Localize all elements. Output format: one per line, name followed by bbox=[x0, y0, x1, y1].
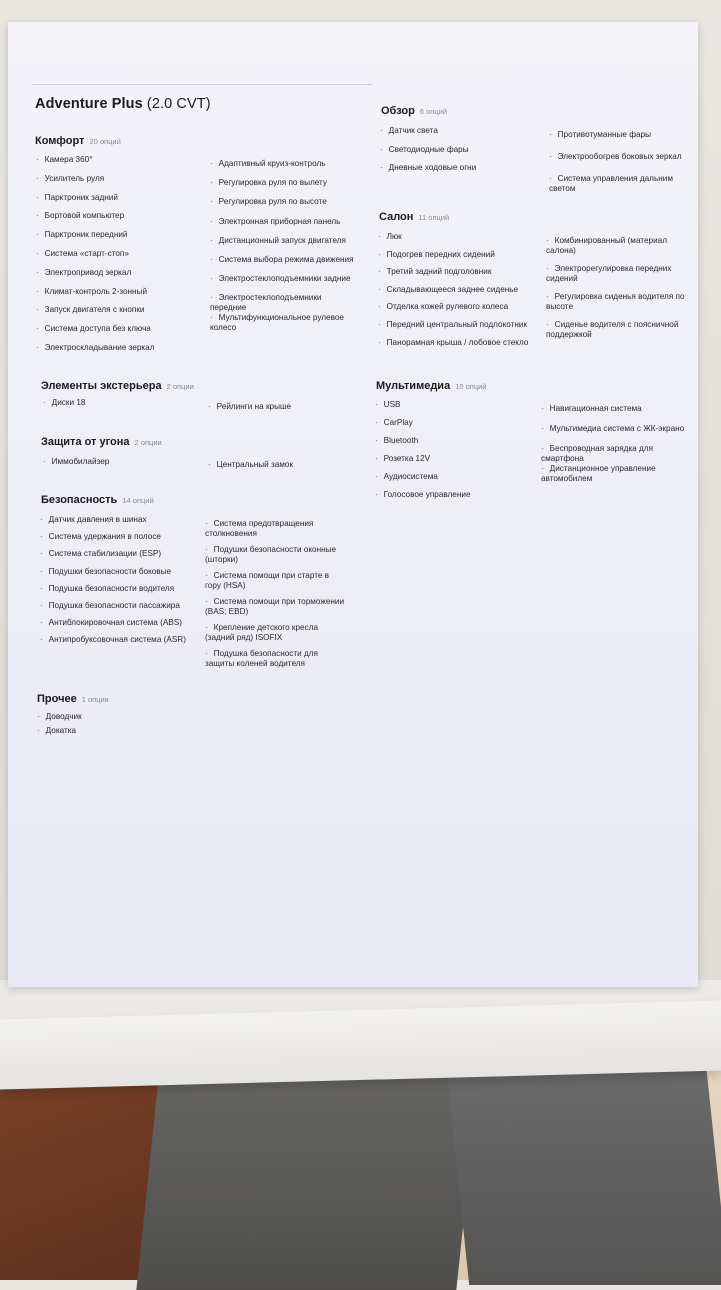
section-title: Защита от угона bbox=[41, 436, 130, 448]
section-other bbox=[37, 689, 109, 707]
bullet-icon: · bbox=[40, 515, 43, 524]
bullet-icon: · bbox=[43, 398, 46, 407]
bullet-icon: · bbox=[546, 264, 549, 273]
list-item-label: Аудиосистема bbox=[383, 472, 438, 481]
list-item-label: Система удержания в полосе bbox=[48, 532, 161, 542]
bullet-icon: · bbox=[375, 400, 378, 409]
bullet-icon: · bbox=[380, 144, 383, 154]
list-item bbox=[36, 287, 196, 297]
list-item-label: Система стабилизации (ESP) bbox=[48, 549, 162, 559]
list-item bbox=[210, 255, 360, 265]
bullet-icon: · bbox=[378, 232, 381, 241]
title-main: Adventure Plus bbox=[35, 96, 143, 112]
bullet-icon: · bbox=[546, 320, 549, 329]
bullet-icon: · bbox=[210, 235, 213, 245]
list-item bbox=[205, 519, 345, 539]
bullet-icon: · bbox=[40, 532, 43, 542]
list-item bbox=[36, 211, 196, 221]
list-item bbox=[375, 418, 535, 428]
list-item bbox=[210, 197, 360, 207]
section-title: Обзор bbox=[381, 105, 415, 117]
list-item bbox=[541, 464, 686, 484]
list-item bbox=[546, 292, 686, 312]
bullet-icon: · bbox=[380, 163, 383, 172]
list-item-label: Электрорегулировка передних сидений bbox=[546, 264, 672, 283]
list-item-label: Складывающееся заднее сиденье bbox=[386, 284, 519, 294]
list-item bbox=[541, 404, 686, 414]
list-item bbox=[36, 305, 196, 315]
bullet-icon: · bbox=[36, 230, 39, 240]
list-item-label: Мультифункциональное рулевое колесо bbox=[210, 312, 344, 332]
list-item-label: Электрообогрев боковых зеркал bbox=[557, 152, 682, 161]
bullet-icon: · bbox=[541, 424, 544, 433]
list-item-label: Система помощи при старте в гору (HSA) bbox=[205, 571, 330, 590]
header-rule bbox=[32, 84, 372, 85]
list-item bbox=[205, 623, 345, 643]
bullet-icon: · bbox=[37, 726, 40, 735]
bullet-icon: · bbox=[210, 216, 213, 226]
list-item-label: Мультимедиа система с ЖК-экрано bbox=[549, 424, 685, 433]
list-item bbox=[40, 532, 200, 542]
list-item-label: Подушки безопасности боковые bbox=[48, 566, 172, 576]
bullet-icon: · bbox=[36, 286, 39, 296]
bullet-icon: · bbox=[549, 174, 552, 183]
bullet-icon: · bbox=[378, 320, 381, 329]
bullet-icon: · bbox=[208, 460, 211, 469]
list-item bbox=[37, 726, 187, 736]
list-item bbox=[375, 472, 535, 482]
bullet-icon: · bbox=[210, 312, 213, 322]
section-overview bbox=[381, 101, 447, 119]
list-item bbox=[40, 567, 200, 577]
bullet-icon: · bbox=[541, 404, 544, 413]
list-item bbox=[36, 230, 196, 240]
list-item bbox=[546, 264, 686, 284]
list-item bbox=[205, 545, 345, 565]
list-item bbox=[378, 232, 543, 242]
list-item-label: Датчик света bbox=[388, 126, 438, 135]
bullet-icon: · bbox=[375, 436, 378, 445]
list-item bbox=[36, 324, 196, 334]
bullet-icon: · bbox=[40, 601, 43, 610]
section-title: Прочее bbox=[37, 693, 77, 705]
list-item bbox=[541, 424, 686, 434]
list-item-label: Электронная приборная панель bbox=[218, 216, 341, 226]
bullet-icon: · bbox=[378, 337, 381, 347]
list-item-label: Запуск двигателя с кнопки bbox=[44, 305, 145, 315]
bullet-icon: · bbox=[541, 464, 544, 473]
list-item-label: Антиблокировочная система (ABS) bbox=[48, 618, 182, 628]
bullet-icon: · bbox=[208, 402, 211, 411]
list-item-label: Усилитель руля bbox=[44, 173, 105, 183]
bullet-icon: · bbox=[40, 583, 43, 593]
list-item-label: Подушка безопасности пассажира bbox=[48, 601, 180, 610]
list-item-label: Датчик давления в шинах bbox=[48, 515, 147, 524]
bullet-icon: · bbox=[36, 192, 39, 202]
paper-sheet bbox=[8, 22, 698, 987]
section-count: 1 опция bbox=[81, 695, 109, 704]
list-item bbox=[36, 249, 196, 259]
bullet-icon: · bbox=[37, 712, 40, 721]
list-item bbox=[378, 320, 543, 330]
list-item-label: Дистанционное управление автомобилем bbox=[541, 464, 656, 483]
list-item-label: Крепление детского кресла (задний ряд) ISOFIX bbox=[205, 623, 319, 642]
list-item bbox=[210, 217, 360, 227]
section-count: 14 опций bbox=[122, 496, 154, 505]
list-item bbox=[541, 444, 686, 464]
list-item bbox=[36, 343, 196, 353]
list-item bbox=[36, 155, 196, 165]
bullet-icon: · bbox=[210, 293, 213, 303]
list-item-label: Парктроник передний bbox=[44, 230, 128, 240]
list-item-label: Рейлинги на крыше bbox=[216, 402, 292, 411]
list-item-label: Панорамная крыша / лобовое стекло bbox=[386, 337, 529, 347]
list-item bbox=[375, 454, 535, 464]
list-item bbox=[36, 193, 196, 203]
list-item-label: Регулировка руля по вылету bbox=[218, 178, 327, 188]
bullet-icon: · bbox=[36, 155, 39, 164]
list-item-label: Навигационная система bbox=[549, 404, 642, 413]
list-item bbox=[380, 145, 540, 155]
section-exterior bbox=[41, 376, 194, 394]
list-item bbox=[546, 236, 686, 256]
list-item-label: Система выбора режима движения bbox=[218, 255, 354, 264]
list-item-label: Доводчик bbox=[45, 712, 82, 721]
list-item-label: Бортовой компьютер bbox=[44, 211, 125, 221]
list-item bbox=[210, 274, 360, 284]
list-item bbox=[36, 174, 196, 184]
bullet-icon: · bbox=[36, 305, 39, 315]
list-item-label: Адаптивный круиз-контроль bbox=[218, 159, 326, 168]
list-item bbox=[40, 618, 200, 628]
bullet-icon: · bbox=[546, 292, 549, 301]
list-item-label: Третий задний подголовник bbox=[386, 267, 492, 277]
list-item-label: Беспроводная зарядка для смартфона bbox=[541, 444, 653, 463]
list-item-label: Розетка 12V bbox=[383, 454, 431, 463]
list-item-label: Парктроник задний bbox=[44, 192, 118, 202]
list-item-label: Электроскладывание зеркал bbox=[44, 343, 155, 352]
title-sub: (2.0 CVT) bbox=[146, 96, 211, 112]
bullet-icon: · bbox=[549, 152, 552, 161]
list-item bbox=[40, 515, 200, 525]
bullet-icon: · bbox=[36, 324, 39, 334]
list-item-label: Электропривод зеркал bbox=[44, 267, 132, 277]
bullet-icon: · bbox=[378, 249, 381, 259]
list-item bbox=[40, 549, 200, 559]
section-count: 11 опций bbox=[418, 213, 450, 222]
section-salon bbox=[379, 207, 449, 225]
section-komfort bbox=[35, 131, 121, 149]
list-item bbox=[549, 130, 684, 140]
list-item-label: Диски 18 bbox=[51, 398, 86, 407]
list-item-label: Докатка bbox=[45, 726, 77, 735]
bullet-icon: · bbox=[375, 490, 378, 499]
bullet-icon: · bbox=[380, 126, 383, 135]
list-item-label: Голосовое управление bbox=[383, 490, 471, 499]
bullet-icon: · bbox=[375, 454, 378, 463]
section-antitheft bbox=[41, 432, 162, 450]
bullet-icon: · bbox=[210, 274, 213, 284]
list-item-label: Дневные ходовые огни bbox=[388, 163, 477, 172]
list-item bbox=[208, 402, 358, 412]
bullet-icon: · bbox=[378, 267, 381, 277]
list-item-label: CarPlay bbox=[383, 418, 413, 427]
bullet-icon: · bbox=[40, 549, 43, 559]
list-item-label: Система доступа без ключа bbox=[44, 324, 151, 334]
bullet-icon: · bbox=[36, 211, 39, 221]
document-title bbox=[35, 96, 211, 112]
list-item-label: Bluetooth bbox=[383, 436, 419, 445]
section-title: Элементы экстерьера bbox=[41, 380, 162, 392]
list-item bbox=[205, 571, 345, 591]
section-count: 6 опций bbox=[419, 107, 448, 116]
bullet-icon: · bbox=[210, 197, 213, 207]
list-item-label: Подушка безопасности водителя bbox=[48, 583, 175, 593]
bullet-icon: · bbox=[375, 418, 378, 427]
list-item-label: Антипробуксовочная система (ASR) bbox=[48, 635, 186, 645]
list-item-label: Дистанционный запуск двигателя bbox=[218, 235, 346, 245]
list-item-label: Подогрев передних сидений bbox=[386, 249, 495, 259]
list-item-label: Центральный замок bbox=[216, 460, 294, 469]
section-safety bbox=[41, 490, 154, 508]
list-item bbox=[549, 152, 684, 162]
section-title: Комфорт bbox=[35, 135, 85, 147]
list-item-label: Камера 360° bbox=[44, 155, 93, 164]
list-item bbox=[205, 597, 345, 617]
list-item bbox=[43, 457, 193, 467]
bullet-icon: · bbox=[541, 444, 544, 453]
list-item bbox=[378, 250, 543, 260]
list-item bbox=[210, 178, 360, 188]
bullet-icon: · bbox=[378, 302, 381, 312]
list-item-label: Система «старт-стоп» bbox=[44, 249, 129, 258]
list-item bbox=[378, 302, 543, 312]
list-item-label: Комбинированный (материал салона) bbox=[546, 236, 667, 255]
section-count: 2 опции bbox=[134, 438, 162, 447]
list-item bbox=[43, 398, 193, 408]
bullet-icon: · bbox=[546, 236, 549, 245]
list-item-label: Отделка кожей рулевого колеса bbox=[386, 302, 509, 312]
bullet-icon: · bbox=[205, 623, 208, 632]
list-item-label: Система управления дальним светом bbox=[549, 174, 673, 193]
section-count: 10 опций bbox=[455, 382, 487, 391]
list-item-label: Светодиодные фары bbox=[388, 144, 469, 154]
list-item bbox=[210, 293, 360, 313]
list-item bbox=[208, 460, 358, 470]
bullet-icon: · bbox=[43, 457, 46, 466]
list-item-label: USB bbox=[383, 400, 401, 409]
list-item-label: Электростеклоподъемники задние bbox=[218, 274, 351, 284]
list-item bbox=[546, 320, 686, 340]
bullet-icon: · bbox=[375, 472, 378, 481]
bullet-icon: · bbox=[210, 178, 213, 188]
list-item-label: Система предотвращения столкновения bbox=[205, 519, 314, 538]
list-item bbox=[40, 601, 200, 611]
bullet-icon: · bbox=[549, 130, 552, 139]
list-item bbox=[375, 436, 535, 446]
list-item-label: Люк bbox=[386, 232, 402, 241]
list-item bbox=[378, 338, 543, 348]
list-item bbox=[375, 400, 535, 410]
section-multimedia bbox=[376, 376, 487, 394]
list-item-label: Система помощи при торможении (BAS; EBD) bbox=[205, 597, 345, 616]
list-item bbox=[36, 268, 196, 278]
list-item bbox=[205, 649, 345, 669]
list-item bbox=[549, 174, 684, 194]
list-item-label: Подушки безопасности оконные (шторки) bbox=[205, 545, 337, 564]
list-item bbox=[380, 163, 540, 173]
list-item bbox=[40, 584, 200, 594]
bullet-icon: · bbox=[36, 343, 39, 352]
bullet-icon: · bbox=[210, 159, 213, 168]
section-title: Салон bbox=[379, 211, 414, 223]
list-item bbox=[380, 126, 540, 136]
section-title: Мультимедиа bbox=[376, 380, 451, 392]
bullet-icon: · bbox=[40, 618, 43, 628]
bullet-icon: · bbox=[205, 545, 208, 554]
bullet-icon: · bbox=[378, 284, 381, 294]
list-item bbox=[375, 490, 535, 500]
list-item-label: Подушка безопасности для защиты коленей водителя bbox=[205, 649, 318, 668]
list-item-label: Иммобилайзер bbox=[51, 457, 110, 466]
bullet-icon: · bbox=[205, 597, 208, 606]
section-count: 20 опций bbox=[89, 137, 121, 146]
bullet-icon: · bbox=[40, 635, 43, 645]
list-item bbox=[37, 712, 187, 722]
list-item-label: Противотуманные фары bbox=[557, 130, 651, 139]
bullet-icon: · bbox=[36, 173, 39, 183]
list-item-label: Электростеклоподъемники передние bbox=[210, 293, 322, 313]
list-item bbox=[378, 267, 543, 277]
list-item-label: Регулировка сиденья водителя по высоте bbox=[546, 292, 685, 311]
bullet-icon: · bbox=[205, 519, 208, 528]
list-item-label: Регулировка руля по высоте bbox=[218, 197, 327, 207]
list-item bbox=[210, 313, 360, 333]
list-item bbox=[210, 236, 360, 246]
bullet-icon: · bbox=[36, 249, 39, 258]
list-item-label: Климат-контроль 2-зонный bbox=[44, 286, 148, 296]
list-item-label: Передний центральный подлокотник bbox=[386, 320, 528, 329]
section-count: 2 опции bbox=[166, 382, 194, 391]
bullet-icon: · bbox=[205, 571, 208, 580]
bullet-icon: · bbox=[205, 649, 208, 658]
list-item bbox=[210, 159, 360, 169]
bullet-icon: · bbox=[40, 566, 43, 576]
list-item bbox=[378, 285, 543, 295]
list-item bbox=[40, 635, 200, 645]
bullet-icon: · bbox=[210, 255, 213, 264]
list-item-label: Сиденье водителя с поясничной поддержкой bbox=[546, 320, 679, 339]
bullet-icon: · bbox=[36, 267, 39, 277]
section-title: Безопасность bbox=[41, 494, 118, 506]
